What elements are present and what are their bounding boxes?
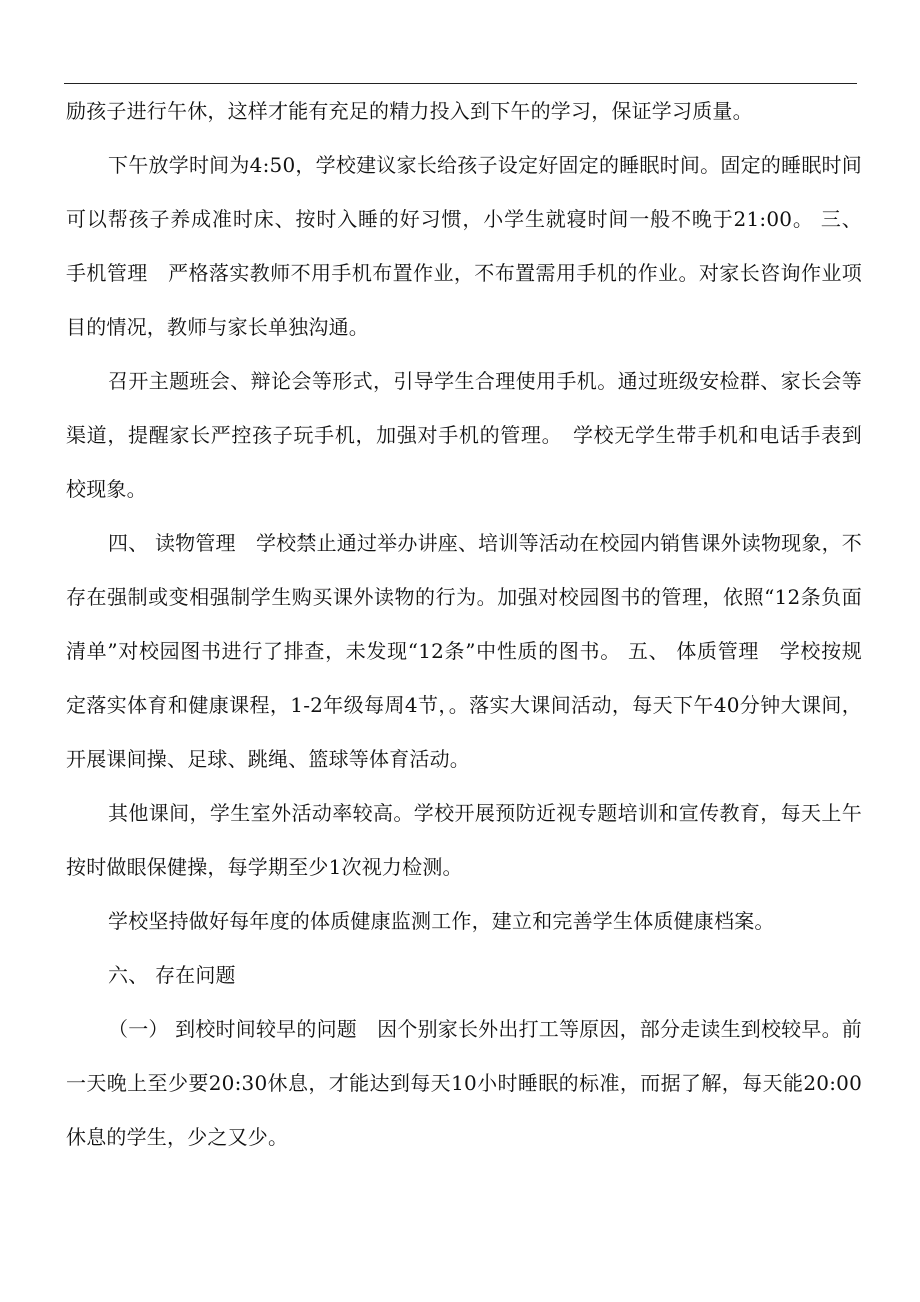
paragraph-outdoor-and-eye-care: 其他课间，学生室外活动率较高。学校开展预防近视专题培训和宣传教育，每天上午按时做眼保健操，每学期至少1次视力检测。 [66, 801, 862, 879]
paragraph-dismissal-and-phone-management: 下午放学时间为4:50，学校建议家长给孩子设定好固定的睡眠时间。固定的睡眠时间可以帮孩子养成准时床、按时入睡的好习惯，小学生就寝时间一般不晚于21:00。 三、 手机管理 严格落实教师不用手机布置作业，不布置需用手机的作业。对家长咨询作业项目的情况，教师与家长单独沟通。 [66, 153, 862, 339]
paragraph-health-monitoring: 学校坚持做好每年度的体质健康监测工作，建立和完善学生体质健康档案。 [108, 909, 775, 933]
paragraph-early-arrival-problem: （一） 到校时间较早的问题 因个别家长外出打工等原因，部分走读生到校较早。前一天晚上至少要20:30休息，才能达到每天10小时睡眠的标准，而据了解，每天能20:00休息的学生，少之又少。 [66, 1017, 862, 1149]
document-body [66, 84, 862, 1164]
paragraph-phone-guidance: 召开主题班会、辩论会等形式，引导学生合理使用手机。通过班级安检群、家长会等渠道，提醒家长严控孩子玩手机，加强对手机的管理。 学校无学生带手机和电话手表到校现象。 [66, 369, 862, 501]
section-heading-existing-problems: 六、 存在问题 [108, 963, 236, 987]
paragraph-continuation: 励孩子进行午休，这样才能有充足的精力投入到下午的学习，保证学习质量。 [66, 99, 753, 123]
paragraph-reading-and-physique: 四、 读物管理 学校禁止通过举办讲座、培训等活动在校园内销售课外读物现象，不存在强制或变相强制学生购买课外读物的行为。加强对校园图书的管理，依照“12条负面清单”对校园图书进行了排查，未发现“12条”中性质的图书。 五、 体质管理 学校按规定落实体育和健康课程，1-2年级每周4节，。落实大课间活动，每天下午40分钟大课间，开展课间操、足球、跳绳、篮球等体育活动。 [66, 531, 862, 771]
